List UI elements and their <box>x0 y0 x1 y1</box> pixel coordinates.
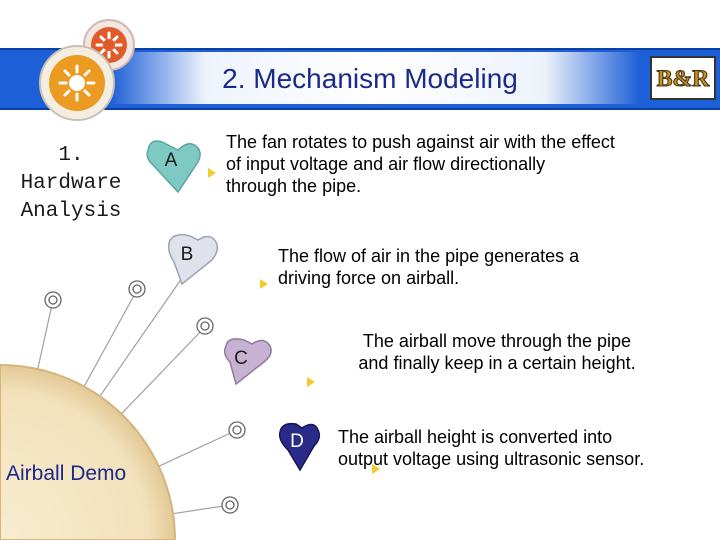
step-c-line-1: The airball move through the pipe <box>362 331 632 351</box>
hardware-analysis-label <box>6 142 136 226</box>
svg-text:B&R: B&R <box>656 66 710 93</box>
node-circle-1 <box>45 292 61 308</box>
step-c-description <box>322 330 672 374</box>
node-circle-2 <box>129 281 145 297</box>
node-circle-5 <box>222 497 238 513</box>
quarter-disc <box>0 365 175 540</box>
step-c-letter: C <box>234 348 248 369</box>
step-d-line-1: The airball height is converted into <box>338 427 613 447</box>
step-a-bullet-icon <box>208 168 216 178</box>
step-d-line-2: output voltage using ultrasonic sensor. <box>338 449 645 469</box>
step-c-bullet-icon <box>307 377 315 387</box>
step-b-description <box>278 245 698 289</box>
slide-title: 2. Mechanism Modeling <box>222 63 518 94</box>
brand-logo <box>650 56 716 100</box>
step-a-line-1: The fan rotates to push against air with the effect <box>226 132 615 152</box>
step-c-line-2: and finally keep in a certain height. <box>358 353 636 373</box>
airball-demo-label: Airball Demo <box>6 462 127 485</box>
step-b-line-1: The flow of air in the pipe generates a <box>278 246 580 266</box>
sun-badge-icon <box>38 44 116 122</box>
node-circle-3 <box>197 318 213 334</box>
step-b-letter: B <box>180 244 194 265</box>
step-b-line-2: driving force on airball. <box>278 268 460 288</box>
step-a-description <box>226 131 706 197</box>
step-a-line-2: of input voltage and air flow directionally <box>226 154 546 174</box>
step-b-bullet-icon <box>260 279 268 289</box>
step-a-line-3: through the pipe. <box>226 176 362 196</box>
step-d-description <box>338 426 714 470</box>
node-circle-4 <box>229 422 245 438</box>
hardware-label-line2: Analysis <box>20 200 122 223</box>
hardware-label-line1: 1. Hardware <box>20 144 122 195</box>
step-d-letter: D <box>290 431 304 452</box>
step-a-letter: A <box>164 150 178 171</box>
